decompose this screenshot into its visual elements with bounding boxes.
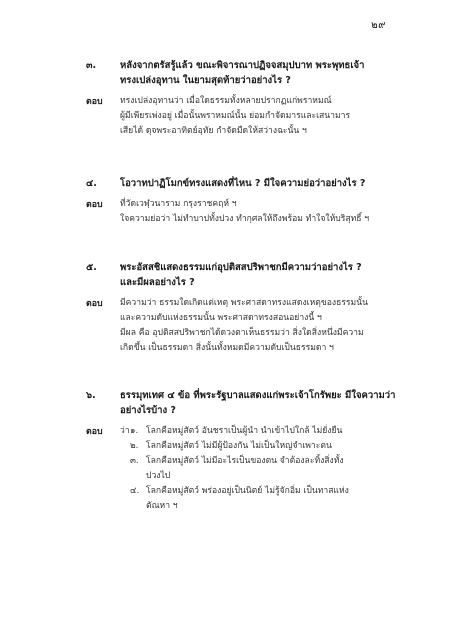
sub-item-number: ๒. xyxy=(130,441,139,451)
sub-item-line: ตัณหา ฯ xyxy=(146,501,178,511)
answer-intro: ว่า xyxy=(120,426,130,436)
question-line: ธรรมุทเทศ ๔ ข้อ ที่พระรัฐบาลแสดงแก่พระเจ้าโกรัพยะ มีใจความว่า xyxy=(120,390,396,401)
question-line: และมีผลอย่างไร ? xyxy=(120,277,195,288)
answer-line: และความดับแห่งธรรมนั้น พระศาสดาทรงสอนอย่างนี้ ฯ xyxy=(120,313,322,323)
answer xyxy=(0,197,452,227)
qa-item-3 xyxy=(0,58,452,139)
question-line: อย่างไรบ้าง ? xyxy=(120,405,176,416)
answer-line: ที่วัดเวฬุวนาราม กรุงราชคฤห์ ฯ xyxy=(120,199,237,209)
question-number: ๕. xyxy=(86,262,97,273)
answer xyxy=(0,424,452,514)
qa-item-4 xyxy=(0,176,452,227)
sub-item-number: ๔. xyxy=(130,486,140,496)
answer-line: มีผล คือ อุปติสสปริพาชกได้ดวงตาเห็นธรรมว่า สิ่งใดสิ่งหนึ่งมีความ xyxy=(120,328,364,338)
answer-sub-item xyxy=(120,439,402,454)
sub-item-line: โลกคือหมู่สัตว์ อันชราเป็นผู้นำ นำเข้าไปใกล้ ไม่ยั่งยืน xyxy=(146,426,343,436)
question xyxy=(0,260,452,290)
qa-item-6 xyxy=(0,388,452,514)
answer-label: ตอบ xyxy=(86,200,103,210)
sub-item-line: โลกคือหมู่สัตว์ พร่องอยู่เป็นนิตย์ ไม่รู้จักอิ่ม เป็นทาสแห่ง xyxy=(146,486,349,496)
answer-line: เกิดขึ้น เป็นธรรมดา สิ่งนั้นทั้งหมดมีความดับเป็นธรรมดา ฯ xyxy=(120,343,334,353)
question-number: ๖. xyxy=(86,390,96,401)
sub-item-line: ปวงไป xyxy=(146,471,171,481)
answer-line: มีความว่า ธรรมใดเกิดแต่เหตุ พระศาสดาทรงแสดงเหตุของธรรมนั้น xyxy=(120,298,368,308)
answer-line: เสียได้ ดุจพระอาทิตย์อุทัย กำจัดมืดให้สว่างฉะนั้น ฯ xyxy=(120,126,307,136)
answer-sub-item xyxy=(120,424,402,439)
question xyxy=(0,388,452,418)
question-line: พระอัสสชิแสดงธรรมแก่อุปติสสปริพาชกมีความว่าอย่างไร ? xyxy=(120,262,362,273)
answer-label: ตอบ xyxy=(86,97,103,107)
question-number: ๓. xyxy=(86,60,97,71)
answer-line: ใจความย่อว่า ไม่ทำบาปทั้งปวง ทำกุศลให้ถึงพร้อม ทำใจให้บริสุทธิ์ ฯ xyxy=(120,214,370,224)
sub-item-number: ๑. xyxy=(130,426,139,436)
question-number: ๔. xyxy=(86,178,97,189)
qa-item-5 xyxy=(0,260,452,356)
answer-sub-item xyxy=(120,454,402,484)
answer-line: ผู้มีเพียรเพ่งอยู่ เมื่อนั้นพราหมณ์นั้น ย่อมกำจัดมารและเสนามาร xyxy=(120,111,351,121)
sub-item-number: ๓. xyxy=(130,456,139,466)
answer xyxy=(0,94,452,139)
answer-sub-item xyxy=(120,484,402,514)
question-line: หลังจากตรัสรู้แล้ว ขณะพิจารณาปฏิจจสมุปบาท พระพุทธเจ้า xyxy=(120,60,365,71)
question-line: โอวาทปาฏิโมกข์ทรงแสดงที่ไหน ? มีใจความย่อว่าอย่างไร ? xyxy=(120,178,366,189)
answer xyxy=(0,296,452,356)
answer-label: ตอบ xyxy=(86,427,103,437)
question xyxy=(0,176,452,191)
question xyxy=(0,58,452,88)
sub-item-line: โลกคือหมู่สัตว์ ไม่มีผู้ป้องกัน ไม่เป็นใหญ่จำเพาะตน xyxy=(146,441,332,451)
answer-label: ตอบ xyxy=(86,299,103,309)
answer-line: ทรงเปล่งอุทานว่า เมื่อใดธรรมทั้งหลายปรากฏแก่พราหมณ์ xyxy=(120,96,332,106)
question-line: ทรงเปล่งอุทาน ในยามสุดท้ายว่าอย่างไร ? xyxy=(120,75,291,86)
page-number: ๒๙ xyxy=(371,20,386,31)
sub-item-line: โลกคือหมู่สัตว์ ไม่มีอะไรเป็นของตน จำต้องละทิ้งสิ่งทั้ง xyxy=(146,456,344,466)
